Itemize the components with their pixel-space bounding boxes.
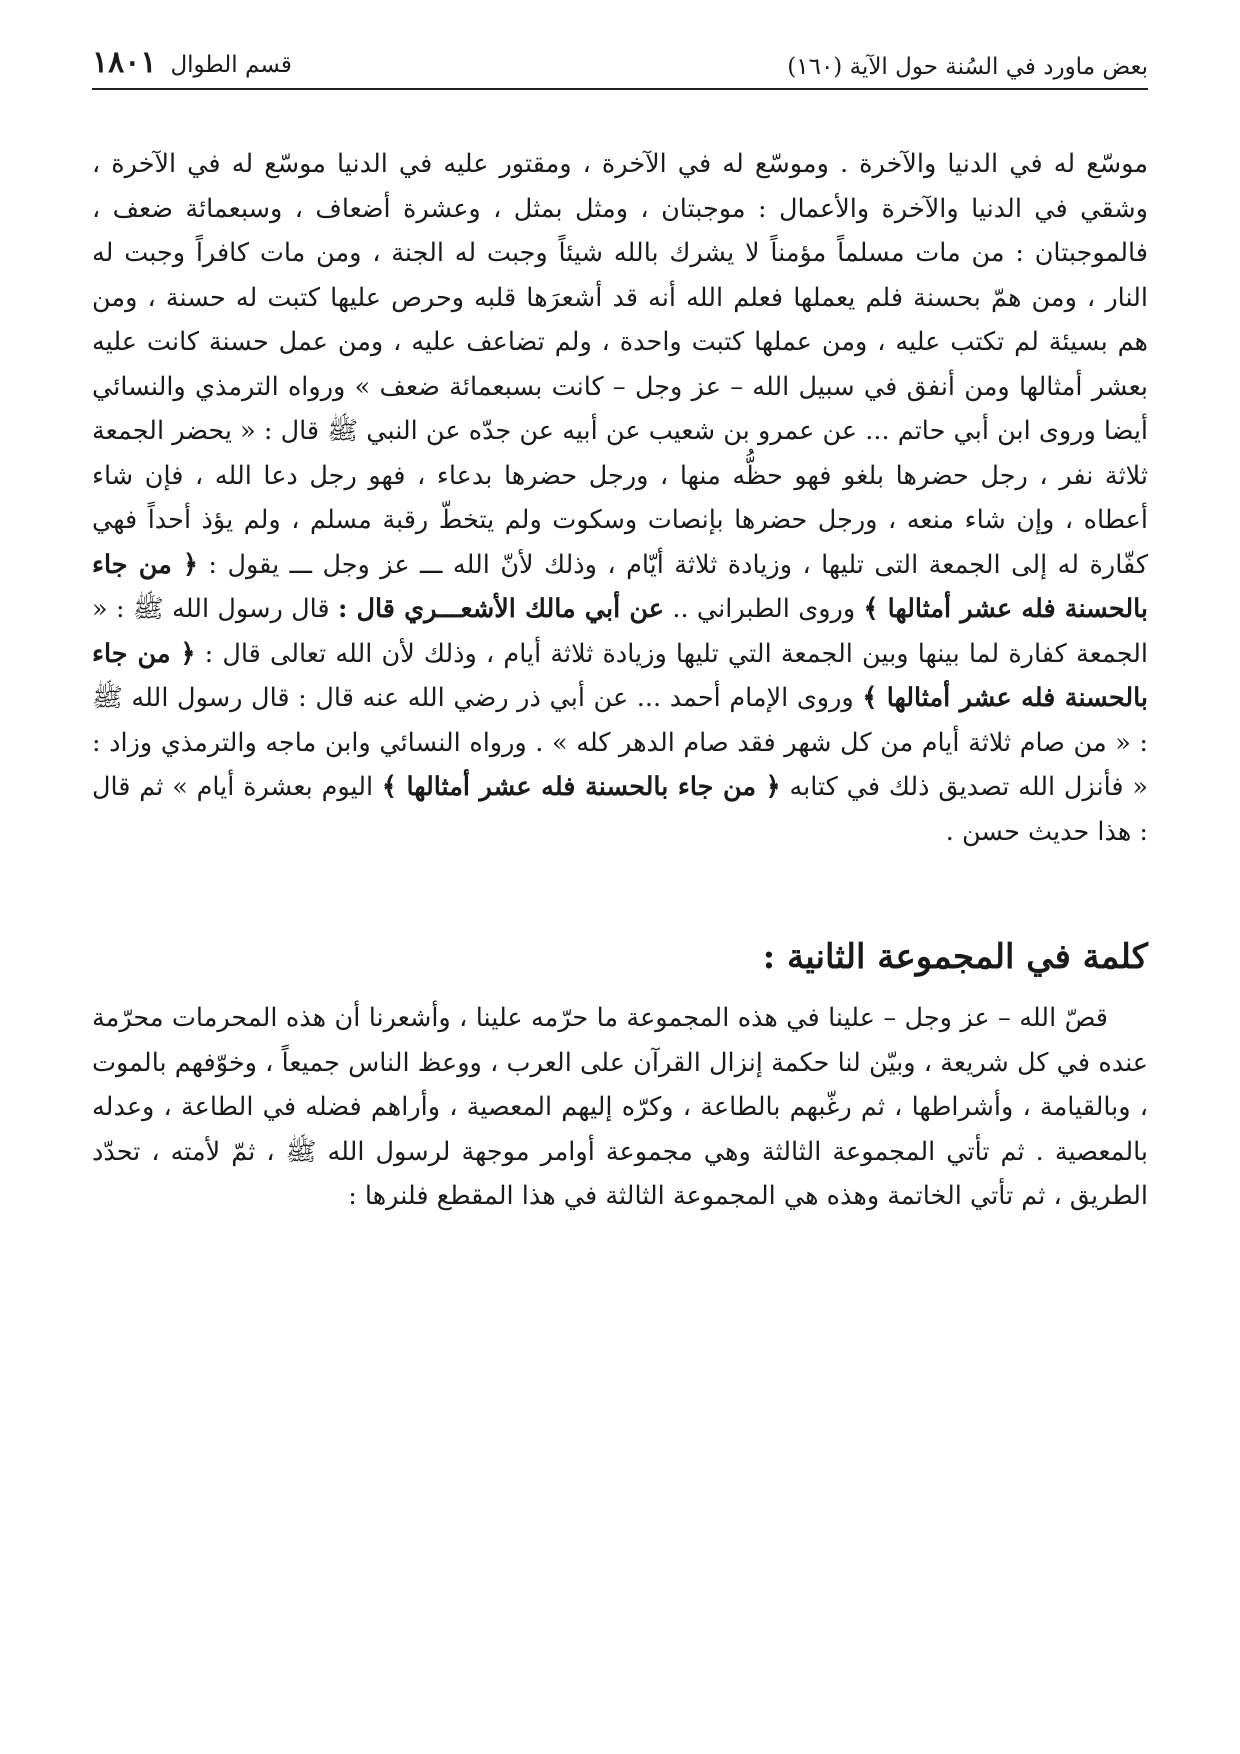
text-segment: اليوم بعشرة أيام » ثم قال : هذا حديث حسن . [92, 772, 1148, 847]
section-paragraph: قصّ الله – عز وجل – علينا في هذه المجموعة ما حرّمه علينا ، وأشعرنا أن هذه المحرمات محرّمة عنده في كل شريعة ، وبيّن لنا حكمة إنزال القرآن على العرب ، ووعظ الناس جميعاً ، وخوّفهم بالموت ، وبالقيامة ، وأشراطها ، ثم رغّبهم بالطاعة ، وكرّه إليهم المعصية ، وأراهم فضله في الطاعة ، وعدله بالمعصية . ثم تأتي المجموعة الثالثة وهي مجموعة أوامر موجهة لرسول الله ﷺ ، ثمّ لأمته ، تحدّد الطريق ، ثم تأتي الخاتمة وهذه هي المجموعة الثالثة في هذا المقطع فلنرها : [92, 1003, 1148, 1211]
main-text [92, 142, 1148, 854]
section-and-page [92, 45, 292, 80]
main-paragraph [92, 142, 1148, 854]
section-body [92, 996, 1148, 1219]
running-header [92, 30, 1148, 90]
quran-quote: ﴿ من جاء بالحسنة فله عشر أمثالها ﴾ [381, 772, 781, 802]
text-segment: وروى الإمام أحمد ... عن أبي ذر رضي الله عنه قال : قال رسول الله ﷺ : « من صام ثلاثة أيام من كل شهر فقد صام الدهر كله » . ورواه النسائي وابن ماجه والترمذي وزاد : « فأنزل الله تصديق ذلك في كتابه [92, 683, 1148, 802]
running-title: بعض ماورد في السُنة حول الآية (١٦٠) [787, 54, 1148, 80]
section-name: قسم الطوال [170, 52, 292, 78]
quran-quote: ﴿ من جاء بالحسنة فله عشر أمثالها ﴾ [92, 638, 1148, 713]
text-segment: وروى الطبراني .. [664, 594, 864, 624]
page [92, 30, 1148, 1714]
narrator-highlight: عن أبي مالك الأشعـــري قال : [337, 594, 664, 624]
section-heading: كلمة في المجموعة الثانية : [762, 937, 1148, 977]
text-segment: قال رسول الله ﷺ : « الجمعة كفارة لما بينها وبين الجمعة التي تليها وزيادة ثلاثة أيام ، وذلك لأن الله تعالى قال : [92, 594, 1149, 669]
text-segment: موسّع له في الدنيا والآخرة . وموسّع له في الآخرة ، ومقتور عليه في الدنيا موسّع له في الآخرة ، وشقي في الدنيا والآخرة والأعمال : موجبتان ، ومثل بمثل ، وعشرة أضعاف ، وسبعمائة ضعف ، فالموجبتان : من مات مسلماً مؤمناً لا يشرك بالله شيئاً وجبت له الجنة ، ومن مات كافراً وجبت له النار ، ومن همّ بحسنة فلم يعملها فعلم الله أنه قد أشعرَها قلبه وحرص عليها كتبت له حسنة ، ومن هم بسيئة لم تكتب عليه ، ومن عملها كتبت واحدة ، ولم تضاعف عليه ، ومن عمل حسنة كانت عليه بعشر أمثالها ومن أنفق في سبيل الله – عز وجل – كانت بسبعمائة ضعف » ورواه الترمذي والنسائي أيضا وروى ابن أبي حاتم ... عن عمرو بن شعيب عن أبيه عن جدّه عن النبي ﷺ قال : « يحضر الجمعة ثلاثة نفر ، رجل حضرها بلغو فهو حظُّه منها ، ورجل حضرها بدعاء ، فهو رجل دعا الله ، فإن شاء أعطاه ، وإن شاء منعه ، ورجل حضرها بإنصات وسكوت ولم يتخطّ رقبة مسلم ، ولم يؤذ أحداً فهي كفّارة له إلى الجمعة التى تليها ، وزيادة ثلاثة أيّام ، وذلك لأنّ الله ـــ عز وجل ـــ يقول : [92, 149, 1148, 580]
quran-quote: ﴿ من جاء بالحسنة فله عشر أمثالها ﴾ [92, 549, 1149, 624]
page-number: ١٨٠١ [92, 45, 157, 80]
